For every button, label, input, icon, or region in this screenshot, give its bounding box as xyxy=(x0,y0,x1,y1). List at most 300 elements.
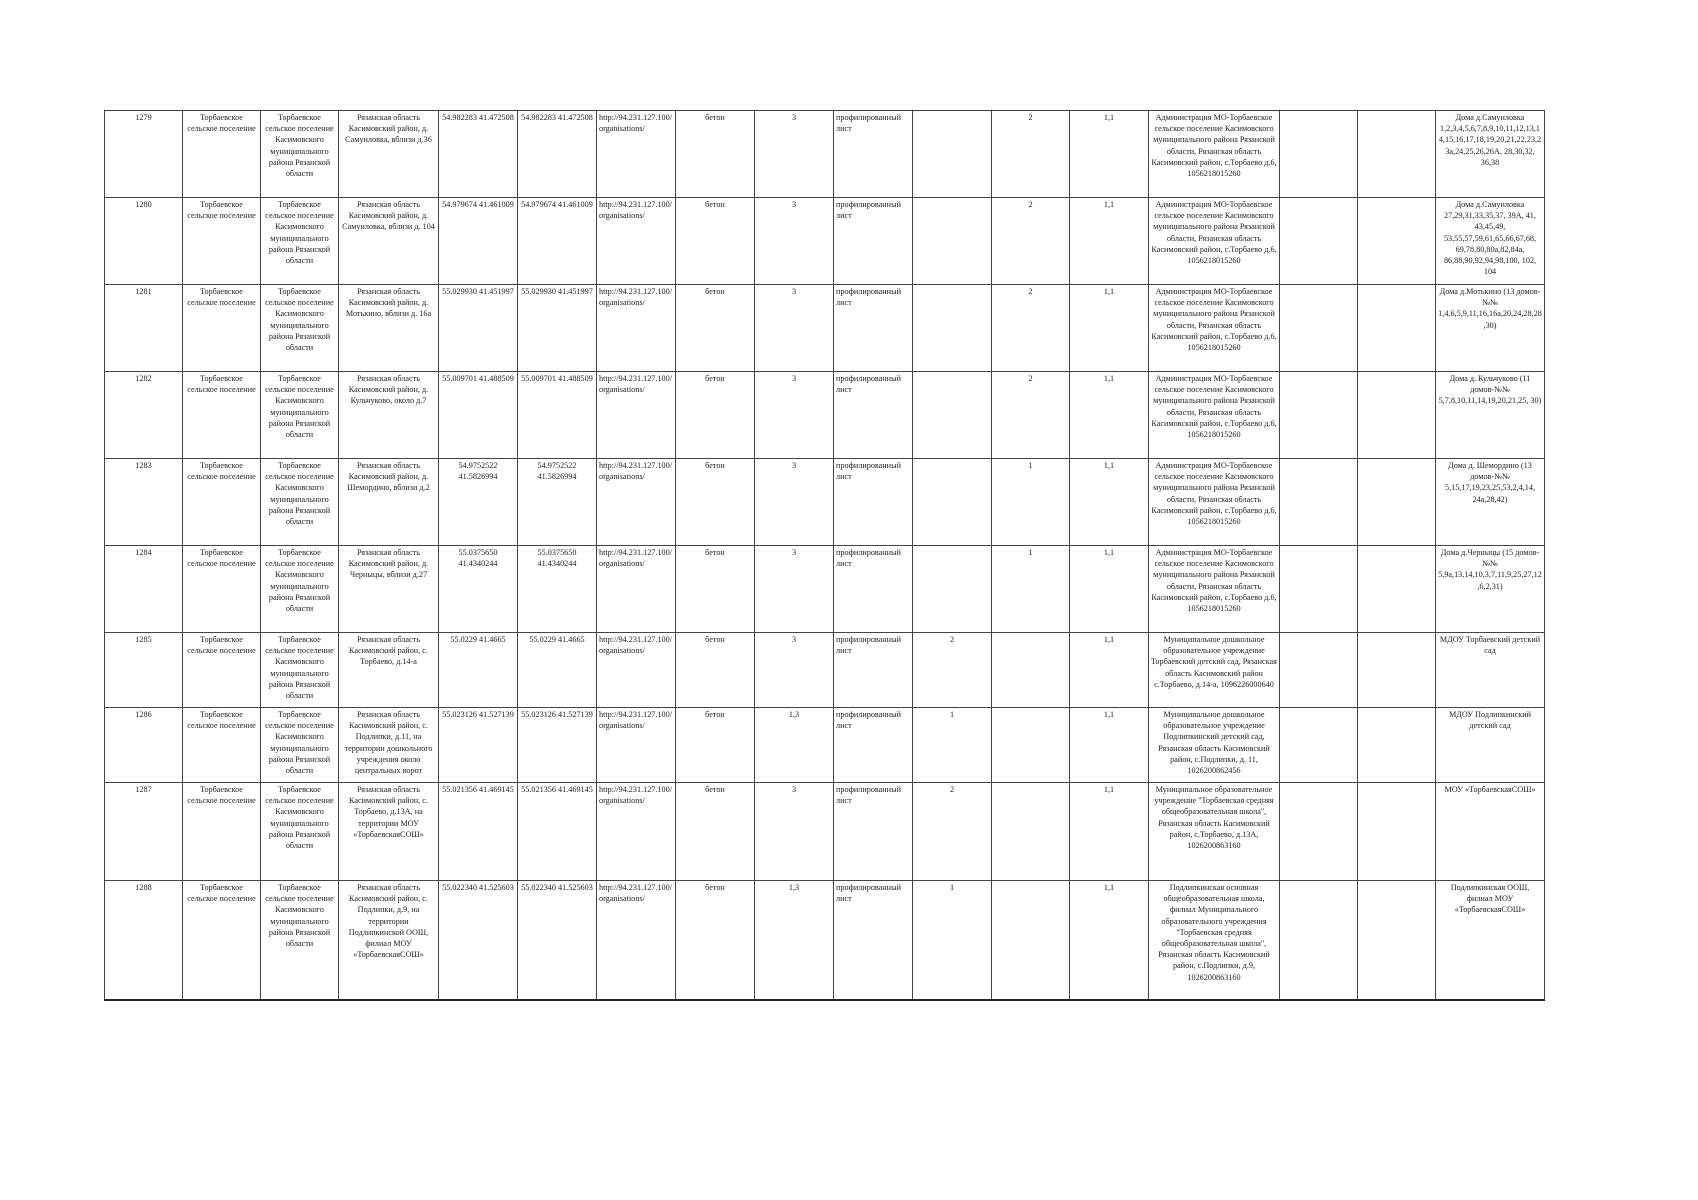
fence-material: профилированный лист xyxy=(836,785,901,806)
count-cell-b xyxy=(992,459,1070,546)
count-cell-b xyxy=(992,708,1070,783)
sources-cell xyxy=(1436,285,1545,372)
waste-sources: Дома д.Черныцы (15 домов-№№ 5,9а,13,14,10,3,7,11,9,25,27,12,6,2,31) xyxy=(1438,548,1542,591)
table-row xyxy=(105,459,1545,546)
site-coordinates-repeat: 54.9752522 41.5826994 xyxy=(537,461,577,482)
settlement-cell xyxy=(183,881,261,1000)
count-cell-a xyxy=(913,881,992,1000)
site-coordinates: 55.0229 41.4665 xyxy=(450,635,506,644)
site-area: 3 xyxy=(791,113,797,122)
fence-material: профилированный лист xyxy=(836,287,901,308)
area-cell xyxy=(755,111,834,198)
organisations-link[interactable]: http://94.231.127.100/organisations/ xyxy=(599,785,673,806)
owner-details: Муниципальное дошкольное образовательное учреждение Подлипкинский детский сад, Рязанская область Касимовский район, с.Подлипки, д. 11, 1026200862456 xyxy=(1158,710,1270,776)
row-number: 1286 xyxy=(135,710,152,719)
address-cell xyxy=(339,285,439,372)
address-cell xyxy=(339,459,439,546)
row-number-cell xyxy=(105,285,183,372)
waste-sources: Дома д.Самуиловка 1,2,3,4,5,6,7,8,9,10,11,12,13,14,15,16,17,18,19,20,21,22,23,23а,24,25,26,26А, 28,30,32, 36,38 xyxy=(1438,113,1542,167)
row-number: 1288 xyxy=(135,883,152,892)
settlement-cell xyxy=(183,198,261,285)
settlement-name: Торбаевское сельское поселение xyxy=(187,287,256,308)
site-address: Рязанская область Касимовский район, д. Шемордино, вблизи д.2 xyxy=(347,461,430,493)
table-row xyxy=(105,633,1545,708)
waste-sources: Дома д. Шемордино (13 домов-№№ 5,15,17,19,23,25,53,2,4,14, 24а,28,42) xyxy=(1444,461,1536,504)
site-address: Рязанская область Касимовский район, д. Самуиловка, вблизи д.36 xyxy=(345,113,432,145)
container-volume: 1,1 xyxy=(1103,785,1115,794)
fence-material: профилированный лист xyxy=(836,113,901,134)
empty-cell-a xyxy=(1280,546,1358,633)
container-volume: 1,1 xyxy=(1103,461,1115,470)
container-count-a: 1 xyxy=(949,883,955,892)
site-coordinates: 55.029930 41.451997 xyxy=(442,287,514,296)
waste-sources: МОУ «ТорбаевскаяСОШ» xyxy=(1444,785,1536,794)
address-cell xyxy=(339,111,439,198)
site-area: 3 xyxy=(791,548,797,557)
count-cell-b xyxy=(992,633,1070,708)
area-cell xyxy=(755,459,834,546)
fence-material: профилированный лист xyxy=(836,710,901,731)
count-cell-a xyxy=(913,708,992,783)
container-volume: 1,1 xyxy=(1103,113,1115,122)
site-area: 3 xyxy=(791,287,797,296)
surface-type: бетон xyxy=(705,113,725,122)
owner-details: Администрация МО-Торбаевское сельское поселение Касимовского муниципального района Рязанской области, Рязанская область Касимовский район, с.Торбаево д.6, 1056218015260 xyxy=(1151,113,1277,179)
municipality-cell xyxy=(261,285,339,372)
fence-cell xyxy=(834,372,913,459)
municipality-name: Торбаевское сельское поселение Касимовского муниципального района Рязанской области xyxy=(265,785,334,851)
site-coordinates: 54.979674 41.461009 xyxy=(442,200,514,209)
municipality-name: Торбаевское сельское поселение Касимовского муниципального района Рязанской области xyxy=(265,200,334,266)
container-sites-table xyxy=(104,110,1545,1001)
fence-material: профилированный лист xyxy=(836,200,901,221)
settlement-name: Торбаевское сельское поселение xyxy=(187,200,256,221)
count-cell-b xyxy=(992,198,1070,285)
settlement-name: Торбаевское сельское поселение xyxy=(187,113,256,134)
site-area: 3 xyxy=(791,635,797,644)
address-cell xyxy=(339,198,439,285)
row-number: 1287 xyxy=(135,785,152,794)
site-address: Рязанская область Касимовский район, с. Подлипки, д.11, на территории дошкольного учреждения около центральных ворот xyxy=(344,710,433,776)
coordinates-repeat-cell xyxy=(518,783,597,881)
surface-cell xyxy=(676,881,755,1000)
link-cell xyxy=(597,285,676,372)
waste-sources: Дома д. Кульчуково (11 домов-№№ 5,7,8,10,11,14,19,20,21,25, 30) xyxy=(1438,374,1542,406)
waste-sources: МДОУ Подлипкинский детский сад xyxy=(1448,710,1532,731)
municipality-name: Торбаевское сельское поселение Касимовского муниципального района Рязанской области xyxy=(265,883,334,949)
container-count-b: 2 xyxy=(1028,200,1033,209)
area-cell xyxy=(755,633,834,708)
surface-cell xyxy=(676,285,755,372)
municipality-cell xyxy=(261,198,339,285)
sources-cell xyxy=(1436,459,1545,546)
site-coordinates: 54.9752522 41.5826994 xyxy=(458,461,498,482)
settlement-name: Торбаевское сельское поселение xyxy=(187,710,256,731)
area-cell xyxy=(755,372,834,459)
owner-cell xyxy=(1149,372,1280,459)
municipality-name: Торбаевское сельское поселение Касимовского муниципального района Рязанской области xyxy=(265,113,334,179)
settlement-name: Торбаевское сельское поселение xyxy=(187,548,256,569)
site-coordinates-repeat: 55.0229 41.4665 xyxy=(529,635,585,644)
row-number: 1285 xyxy=(135,635,152,644)
row-number: 1282 xyxy=(135,374,152,383)
table-row xyxy=(105,546,1545,633)
organisations-link[interactable]: http://94.231.127.100/organisations/ xyxy=(599,883,673,904)
owner-details: Администрация МО-Торбаевское сельское поселение Касимовского муниципального района Рязанской области, Рязанская область Касимовский район, с.Торбаево д.6, 1056218015260 xyxy=(1151,548,1277,614)
organisations-link[interactable]: http://94.231.127.100/organisations/ xyxy=(599,113,673,134)
count-cell-b xyxy=(992,285,1070,372)
surface-cell xyxy=(676,459,755,546)
coordinates-cell xyxy=(439,633,518,708)
volume-cell xyxy=(1070,546,1149,633)
empty-cell-b xyxy=(1358,708,1436,783)
container-volume: 1,1 xyxy=(1103,635,1115,644)
empty-cell-a xyxy=(1280,633,1358,708)
owner-cell xyxy=(1149,198,1280,285)
empty-cell-b xyxy=(1358,372,1436,459)
container-count-b: 2 xyxy=(1028,287,1033,296)
site-coordinates: 55.022340 41.525603 xyxy=(442,883,514,892)
site-area: 1,3 xyxy=(788,710,800,719)
coordinates-cell xyxy=(439,459,518,546)
area-cell xyxy=(755,285,834,372)
volume-cell xyxy=(1070,783,1149,881)
site-coordinates-repeat: 55.021356 41.469145 xyxy=(521,785,593,794)
site-coordinates: 54.982283 41.472508 xyxy=(442,113,514,122)
settlement-name: Торбаевское сельское поселение xyxy=(187,461,256,482)
address-cell xyxy=(339,783,439,881)
surface-cell xyxy=(676,708,755,783)
sources-cell xyxy=(1436,111,1545,198)
site-address: Рязанская область Касимовский район, д. Самуиловка, вблизи д. 104 xyxy=(342,200,435,232)
sources-cell xyxy=(1436,881,1545,1000)
coordinates-repeat-cell xyxy=(518,708,597,783)
empty-cell-a xyxy=(1280,198,1358,285)
waste-sources: Дома д.Самуиловка 27,29,31,33,35,37, 39А, 41, 43,45,49, 53,55,57,59,61,65,66,67,68, 69,78,80,80а,82,84а, 86,88,90,92,94,98,100, 102, 104 xyxy=(1443,200,1537,277)
volume-cell xyxy=(1070,633,1149,708)
row-number: 1284 xyxy=(135,548,152,557)
owner-cell xyxy=(1149,633,1280,708)
site-coordinates: 55.021356 41.469145 xyxy=(442,785,514,794)
organisations-link[interactable]: http://94.231.127.100/organisations/ xyxy=(599,548,673,569)
coordinates-repeat-cell xyxy=(518,881,597,1000)
surface-cell xyxy=(676,372,755,459)
municipality-cell xyxy=(261,546,339,633)
link-cell xyxy=(597,783,676,881)
municipality-cell xyxy=(261,783,339,881)
row-number-cell xyxy=(105,372,183,459)
volume-cell xyxy=(1070,198,1149,285)
site-coordinates: 55.009701 41.488509 xyxy=(442,374,514,383)
volume-cell xyxy=(1070,372,1149,459)
empty-cell-b xyxy=(1358,198,1436,285)
row-number: 1279 xyxy=(135,113,152,122)
sources-cell xyxy=(1436,546,1545,633)
organisations-link[interactable]: http://94.231.127.100/organisations/ xyxy=(599,461,673,482)
row-number-cell xyxy=(105,198,183,285)
empty-cell-b xyxy=(1358,633,1436,708)
surface-cell xyxy=(676,546,755,633)
surface-type: бетон xyxy=(705,785,725,794)
count-cell-a xyxy=(913,783,992,881)
container-volume: 1,1 xyxy=(1103,287,1115,296)
sources-cell xyxy=(1436,372,1545,459)
count-cell-a xyxy=(913,198,992,285)
address-cell xyxy=(339,633,439,708)
site-area: 3 xyxy=(791,200,797,209)
row-number-cell xyxy=(105,459,183,546)
organisations-link[interactable]: http://94.231.127.100/organisations/ xyxy=(599,200,673,221)
waste-sources: Дома д.Мотькино (13 домов-№№ 1,4,6,5,9,11,16,16а,20,24,28,28,30) xyxy=(1438,287,1542,330)
site-area: 3 xyxy=(791,374,797,383)
owner-cell xyxy=(1149,285,1280,372)
settlement-name: Торбаевское сельское поселение xyxy=(187,374,256,395)
container-volume: 1,1 xyxy=(1103,548,1115,557)
settlement-cell xyxy=(183,285,261,372)
count-cell-b xyxy=(992,881,1070,1000)
link-cell xyxy=(597,881,676,1000)
sources-cell xyxy=(1436,783,1545,881)
coordinates-cell xyxy=(439,881,518,1000)
empty-cell-a xyxy=(1280,708,1358,783)
surface-type: бетон xyxy=(705,200,725,209)
coordinates-cell xyxy=(439,285,518,372)
settlement-cell xyxy=(183,633,261,708)
municipality-cell xyxy=(261,111,339,198)
count-cell-b xyxy=(992,372,1070,459)
count-cell-a xyxy=(913,285,992,372)
site-area: 1,3 xyxy=(788,883,800,892)
settlement-cell xyxy=(183,783,261,881)
area-cell xyxy=(755,708,834,783)
row-number-cell xyxy=(105,783,183,881)
row-number-cell xyxy=(105,881,183,1000)
site-coordinates-repeat: 55.022340 41.525603 xyxy=(521,883,593,892)
surface-type: бетон xyxy=(705,287,725,296)
municipality-name: Торбаевское сельское поселение Касимовского муниципального района Рязанской области xyxy=(265,548,334,614)
site-coordinates-repeat: 55.023126 41.527139 xyxy=(521,710,593,719)
owner-details: Администрация МО-Торбаевское сельское поселение Касимовского муниципального района Рязанской области, Рязанская область Касимовский район, с.Торбаево д.6, 1056218015260 xyxy=(1151,374,1277,440)
address-cell xyxy=(339,708,439,783)
link-cell xyxy=(597,708,676,783)
surface-type: бетон xyxy=(705,635,725,644)
municipality-name: Торбаевское сельское поселение Касимовского муниципального района Рязанской области xyxy=(265,461,334,527)
fence-cell xyxy=(834,881,913,1000)
container-volume: 1,1 xyxy=(1103,200,1115,209)
table-row xyxy=(105,198,1545,285)
table-body xyxy=(105,111,1545,1000)
fence-material: профилированный лист xyxy=(836,461,901,482)
site-coordinates: 55.0375650 41.4340244 xyxy=(458,548,498,569)
table-row xyxy=(105,372,1545,459)
document-sheet xyxy=(104,110,1545,1001)
empty-cell-b xyxy=(1358,546,1436,633)
container-count-b: 2 xyxy=(1028,374,1033,383)
coordinates-repeat-cell xyxy=(518,633,597,708)
organisations-link[interactable]: http://94.231.127.100/organisations/ xyxy=(599,710,673,731)
empty-cell-a xyxy=(1280,111,1358,198)
site-coordinates-repeat: 55.029930 41.451997 xyxy=(521,287,593,296)
row-number: 1280 xyxy=(135,200,152,209)
coordinates-cell xyxy=(439,546,518,633)
coordinates-cell xyxy=(439,198,518,285)
site-address: Рязанская область Касимовский район, с. Торбаево, д.14-а xyxy=(349,635,428,667)
surface-type: бетон xyxy=(705,710,725,719)
organisations-link[interactable]: http://94.231.127.100/organisations/ xyxy=(599,374,673,395)
settlement-name: Торбаевское сельское поселение xyxy=(187,635,256,656)
volume-cell xyxy=(1070,459,1149,546)
settlement-cell xyxy=(183,111,261,198)
waste-sources: МДОУ Торбаевский детский сад xyxy=(1439,635,1541,656)
fence-cell xyxy=(834,198,913,285)
fence-material: профилированный лист xyxy=(836,374,901,395)
area-cell xyxy=(755,546,834,633)
volume-cell xyxy=(1070,881,1149,1000)
row-number: 1283 xyxy=(135,461,152,470)
surface-type: бетон xyxy=(705,883,725,892)
table-row xyxy=(105,285,1545,372)
site-coordinates-repeat: 54.979674 41.461009 xyxy=(521,200,593,209)
empty-cell-b xyxy=(1358,111,1436,198)
settlement-cell xyxy=(183,708,261,783)
settlement-cell xyxy=(183,459,261,546)
settlement-cell xyxy=(183,372,261,459)
container-count-a: 2 xyxy=(949,635,955,644)
link-cell xyxy=(597,111,676,198)
volume-cell xyxy=(1070,708,1149,783)
fence-cell xyxy=(834,783,913,881)
count-cell-a xyxy=(913,459,992,546)
site-address: Рязанская область Касимовский район, д. Черныцы, вблизи д.27 xyxy=(348,548,429,580)
count-cell-a xyxy=(913,633,992,708)
row-number: 1281 xyxy=(135,287,152,296)
coordinates-repeat-cell xyxy=(518,111,597,198)
settlement-name: Торбаевское сельское поселение xyxy=(187,785,256,806)
site-address: Рязанская область Касимовский район, с. Торбаево, д.13А, на территории МОУ «ТорбаевскаяСОШ» xyxy=(349,785,428,839)
volume-cell xyxy=(1070,285,1149,372)
owner-cell xyxy=(1149,708,1280,783)
container-count-a: 1 xyxy=(949,710,955,719)
count-cell-a xyxy=(913,111,992,198)
municipality-name: Торбаевское сельское поселение Касимовского муниципального района Рязанской области xyxy=(265,374,334,440)
row-number-cell xyxy=(105,111,183,198)
empty-cell-a xyxy=(1280,372,1358,459)
fence-cell xyxy=(834,111,913,198)
owner-cell xyxy=(1149,783,1280,881)
surface-cell xyxy=(676,198,755,285)
fence-cell xyxy=(834,546,913,633)
count-cell-a xyxy=(913,546,992,633)
link-cell xyxy=(597,198,676,285)
fence-cell xyxy=(834,285,913,372)
site-address: Рязанская область Касимовский район, с. Подлипки, д.9, на территории Подлипкинской ООШ, филиал МОУ «ТорбаевскаяСОШ» xyxy=(348,883,429,960)
link-cell xyxy=(597,633,676,708)
link-cell xyxy=(597,459,676,546)
surface-type: бетон xyxy=(705,461,725,470)
link-cell xyxy=(597,546,676,633)
empty-cell-a xyxy=(1280,783,1358,881)
owner-details: Муниципальное дошкольное образовательное учреждение Торбаевский детский сад, Рязанская область Касимовский район с.Торбаево, д.14-а, 1096226000640 xyxy=(1151,635,1277,689)
table-row xyxy=(105,783,1545,881)
coordinates-cell xyxy=(439,783,518,881)
count-cell-b xyxy=(992,111,1070,198)
volume-cell xyxy=(1070,111,1149,198)
surface-cell xyxy=(676,633,755,708)
address-cell xyxy=(339,881,439,1000)
coordinates-repeat-cell xyxy=(518,546,597,633)
container-count-b: 2 xyxy=(1028,113,1033,122)
site-coordinates-repeat: 54.982283 41.472508 xyxy=(521,113,593,122)
surface-type: бетон xyxy=(705,374,725,383)
fence-material: профилированный лист xyxy=(836,635,901,656)
container-volume: 1,1 xyxy=(1103,374,1115,383)
owner-cell xyxy=(1149,111,1280,198)
container-volume: 1,1 xyxy=(1103,710,1115,719)
empty-cell-b xyxy=(1358,881,1436,1000)
container-count-b: 1 xyxy=(1028,461,1033,470)
address-cell xyxy=(339,546,439,633)
empty-cell-a xyxy=(1280,285,1358,372)
site-coordinates-repeat: 55.009701 41.488509 xyxy=(521,374,593,383)
sources-cell xyxy=(1436,633,1545,708)
empty-cell-b xyxy=(1358,783,1436,881)
site-address: Рязанская область Касимовский район, д. Кульчуково, около д.7 xyxy=(348,374,429,406)
empty-cell-b xyxy=(1358,459,1436,546)
sources-cell xyxy=(1436,708,1545,783)
owner-details: Администрация МО-Торбаевское сельское поселение Касимовского муниципального района Рязанской области, Рязанская область Касимовский район, с.Торбаево д.6, 1056218015260 xyxy=(1151,461,1277,527)
municipality-cell xyxy=(261,881,339,1000)
coordinates-repeat-cell xyxy=(518,459,597,546)
surface-cell xyxy=(676,111,755,198)
fence-cell xyxy=(834,708,913,783)
coordinates-repeat-cell xyxy=(518,372,597,459)
empty-cell-b xyxy=(1358,285,1436,372)
area-cell xyxy=(755,783,834,881)
municipality-cell xyxy=(261,708,339,783)
empty-cell-a xyxy=(1280,881,1358,1000)
count-cell-b xyxy=(992,546,1070,633)
surface-type: бетон xyxy=(705,548,725,557)
organisations-link[interactable]: http://94.231.127.100/organisations/ xyxy=(599,635,673,656)
table-row xyxy=(105,111,1545,198)
coordinates-repeat-cell xyxy=(518,198,597,285)
municipality-cell xyxy=(261,459,339,546)
link-cell xyxy=(597,372,676,459)
settlement-name: Торбаевское сельское поселение xyxy=(187,883,256,904)
surface-cell xyxy=(676,783,755,881)
municipality-cell xyxy=(261,372,339,459)
coordinates-cell xyxy=(439,111,518,198)
table-row xyxy=(105,708,1545,783)
address-cell xyxy=(339,372,439,459)
owner-details: Администрация МО-Торбаевское сельское поселение Касимовского муниципального района Рязанской области, Рязанская область Касимовский район, с.Торбаево д.6, 1056218015260 xyxy=(1151,200,1277,266)
owner-cell xyxy=(1149,881,1280,1000)
row-number-cell xyxy=(105,708,183,783)
site-area: 3 xyxy=(791,785,797,794)
fence-material: профилированный лист xyxy=(836,548,901,569)
container-count-a: 2 xyxy=(949,785,955,794)
fence-material: профилированный лист xyxy=(836,883,901,904)
site-address: Рязанская область Касимовский район, д. Мотькино, вблизи д. 16а xyxy=(345,287,432,319)
coordinates-cell xyxy=(439,372,518,459)
organisations-link[interactable]: http://94.231.127.100/organisations/ xyxy=(599,287,673,308)
fence-cell xyxy=(834,633,913,708)
owner-cell xyxy=(1149,459,1280,546)
coordinates-cell xyxy=(439,708,518,783)
count-cell-a xyxy=(913,372,992,459)
sources-cell xyxy=(1436,198,1545,285)
empty-cell-a xyxy=(1280,459,1358,546)
